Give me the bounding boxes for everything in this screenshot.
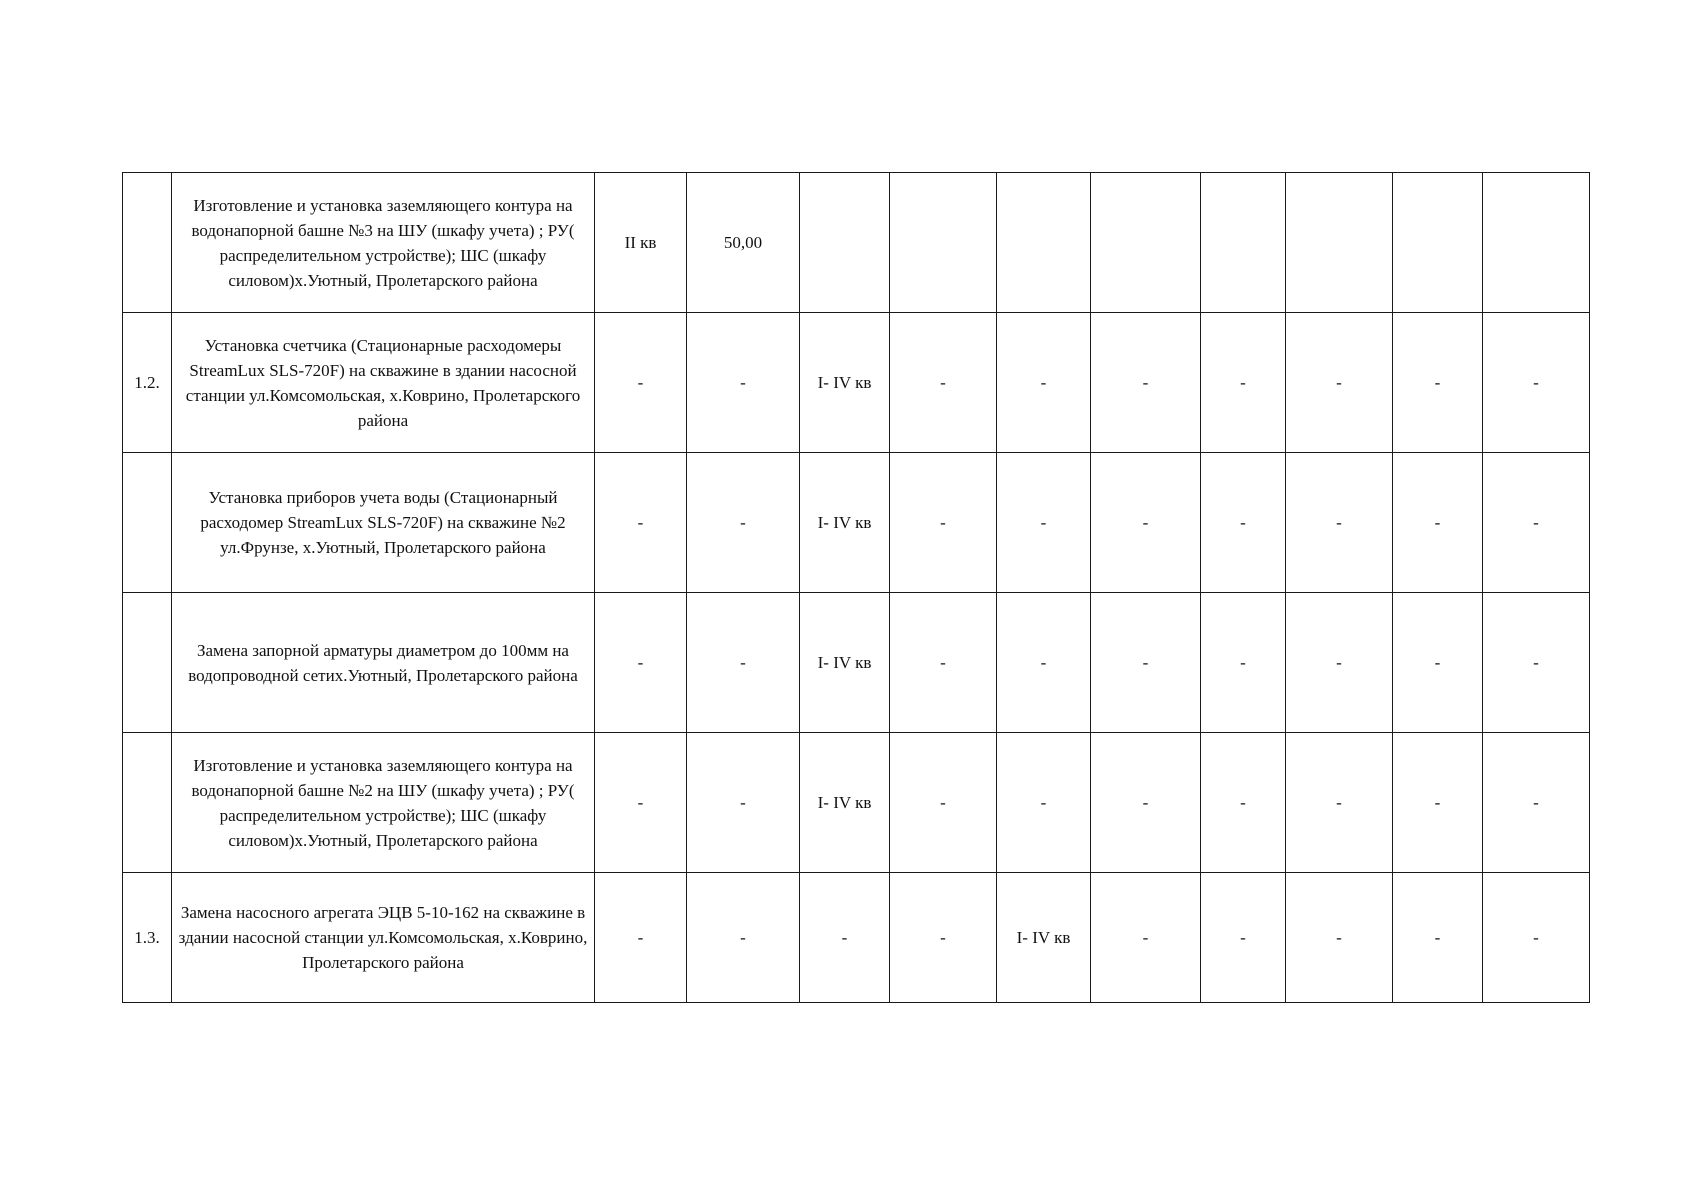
- schedule-cell: -: [890, 313, 997, 453]
- schedule-cell: [997, 173, 1091, 313]
- schedule-cell: -: [687, 593, 800, 733]
- schedule-cell: -: [890, 593, 997, 733]
- table-row: [123, 873, 1590, 1003]
- row-number-cell: [123, 453, 172, 593]
- row-number-cell: [123, 593, 172, 733]
- schedule-cell: -: [1286, 593, 1393, 733]
- schedule-cell: -: [1393, 593, 1483, 733]
- schedule-cell: -: [1483, 453, 1590, 593]
- schedule-cell: I- IV кв: [800, 593, 890, 733]
- schedule-cell: -: [800, 873, 890, 1003]
- schedule-cell: I- IV кв: [800, 313, 890, 453]
- schedule-cell: -: [595, 453, 687, 593]
- schedule-cell: -: [1201, 733, 1286, 873]
- work-description-cell: Установка приборов учета воды (Стационарный расходомер StreamLux SLS-720F) на скважине №2 ул.Фрунзе, х.Уютный, Пролетарского района: [172, 453, 595, 593]
- row-number-cell: [123, 173, 172, 313]
- table-row: [123, 453, 1590, 593]
- schedule-cell: -: [1483, 593, 1590, 733]
- schedule-cell: -: [1091, 313, 1201, 453]
- schedule-cell: -: [687, 873, 800, 1003]
- work-plan-table: [122, 172, 1590, 1003]
- work-description-cell: Изготовление и установка заземляющего контура на водонапорной башне №2 на ШУ (шкафу учета) ; РУ( распределительном устройстве); ШС (шкафу силовом)х.Уютный, Пролетарского района: [172, 733, 595, 873]
- schedule-cell: -: [1091, 733, 1201, 873]
- schedule-cell: -: [1286, 453, 1393, 593]
- schedule-cell: -: [1393, 453, 1483, 593]
- schedule-cell: -: [687, 313, 800, 453]
- table-row: [123, 733, 1590, 873]
- schedule-cell: -: [890, 733, 997, 873]
- row-number-cell: [123, 733, 172, 873]
- work-description-cell: Замена запорной арматуры диаметром до 100мм на водопроводной сетих.Уютный, Пролетарского района: [172, 593, 595, 733]
- schedule-cell: [1286, 173, 1393, 313]
- schedule-cell: [1483, 173, 1590, 313]
- schedule-cell: -: [1201, 453, 1286, 593]
- schedule-cell: -: [1091, 453, 1201, 593]
- schedule-cell: -: [595, 873, 687, 1003]
- schedule-cell: I- IV кв: [997, 873, 1091, 1003]
- schedule-cell: -: [1483, 733, 1590, 873]
- schedule-cell: I- IV кв: [800, 453, 890, 593]
- schedule-cell: [1091, 173, 1201, 313]
- work-description-cell: Установка счетчика (Стационарные расходомеры StreamLux SLS-720F) на скважине в здании насосной станции ул.Комсомольская, х.Коврино, Пролетарского района: [172, 313, 595, 453]
- schedule-cell: II кв: [595, 173, 687, 313]
- schedule-cell: -: [1483, 873, 1590, 1003]
- schedule-cell: [890, 173, 997, 313]
- schedule-cell: [1201, 173, 1286, 313]
- schedule-cell: -: [595, 733, 687, 873]
- schedule-cell: -: [1201, 593, 1286, 733]
- schedule-cell: -: [595, 593, 687, 733]
- schedule-cell: -: [890, 873, 997, 1003]
- schedule-cell: [1393, 173, 1483, 313]
- work-description-cell: Изготовление и установка заземляющего контура на водонапорной башне №3 на ШУ (шкафу учета) ; РУ( распределительном устройстве); ШС (шкафу силовом)х.Уютный, Пролетарского района: [172, 173, 595, 313]
- schedule-cell: -: [997, 453, 1091, 593]
- row-number-cell: 1.2.: [123, 313, 172, 453]
- table-row: [123, 593, 1590, 733]
- schedule-cell: -: [1393, 873, 1483, 1003]
- table-row: [123, 313, 1590, 453]
- schedule-cell: -: [1483, 313, 1590, 453]
- schedule-cell: -: [1393, 733, 1483, 873]
- schedule-cell: -: [1201, 873, 1286, 1003]
- schedule-cell: -: [1286, 873, 1393, 1003]
- schedule-cell: -: [997, 313, 1091, 453]
- schedule-cell: -: [595, 313, 687, 453]
- schedule-cell: -: [1286, 313, 1393, 453]
- schedule-cell: -: [1286, 733, 1393, 873]
- schedule-cell: I- IV кв: [800, 733, 890, 873]
- schedule-cell: -: [1091, 593, 1201, 733]
- schedule-cell: -: [997, 593, 1091, 733]
- schedule-cell: [800, 173, 890, 313]
- schedule-cell: -: [1393, 313, 1483, 453]
- table-row: [123, 173, 1590, 313]
- row-number-cell: 1.3.: [123, 873, 172, 1003]
- schedule-cell: -: [687, 453, 800, 593]
- schedule-cell: -: [997, 733, 1091, 873]
- schedule-cell: -: [687, 733, 800, 873]
- schedule-cell: -: [890, 453, 997, 593]
- schedule-cell: 50,00: [687, 173, 800, 313]
- schedule-cell: -: [1091, 873, 1201, 1003]
- schedule-cell: -: [1201, 313, 1286, 453]
- work-description-cell: Замена насосного агрегата ЭЦВ 5-10-162 на скважине в здании насосной станции ул.Комсомольская, х.Коврино, Пролетарского района: [172, 873, 595, 1003]
